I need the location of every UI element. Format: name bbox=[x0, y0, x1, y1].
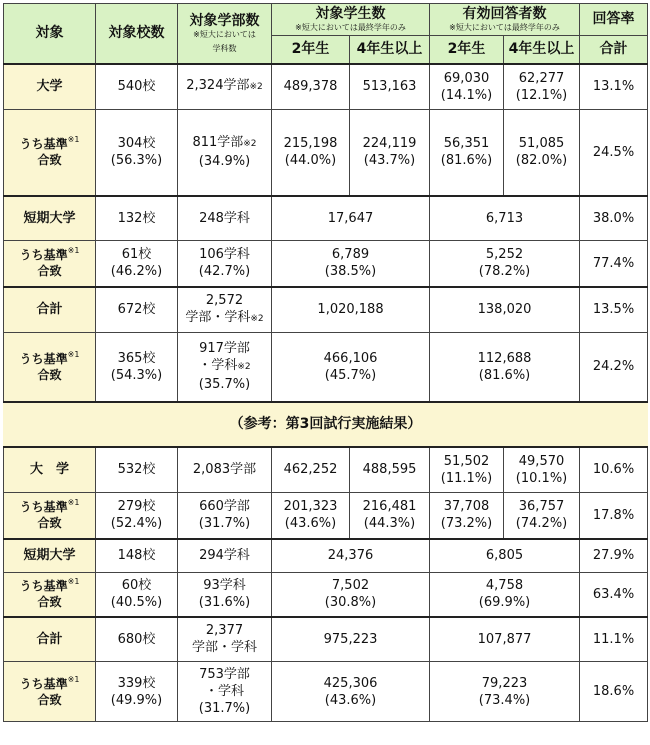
row-label: うち基準$^{※1}$ 合致 bbox=[4, 662, 96, 722]
row-label: うち基準$^{※1}$ 合致 bbox=[4, 110, 96, 196]
row-label: 大 学 bbox=[4, 447, 96, 493]
cell-responses-2: 51,502 (11.1%) bbox=[430, 447, 504, 493]
header-schools: 対象校数 bbox=[96, 4, 178, 64]
table-row bbox=[4, 241, 648, 287]
header-faculties: 対象学部数 ※短大においては 学科数 bbox=[178, 4, 272, 64]
cell-rate: 13.5% bbox=[580, 287, 648, 333]
cell-responses: 5,252 (78.2%) bbox=[430, 241, 580, 287]
cell-rate: 63.4% bbox=[580, 573, 648, 617]
cell-faculties: 2,572 学部・学科※2 bbox=[178, 287, 272, 333]
cell-rate: 24.5% bbox=[580, 110, 648, 196]
cell-rate: 38.0% bbox=[580, 196, 648, 241]
cell-students: 425,306 (43.6%) bbox=[272, 662, 430, 722]
cell-students: 6,789 (38.5%) bbox=[272, 241, 430, 287]
cell-responses: 138,020 bbox=[430, 287, 580, 333]
cell-schools: 61校 (46.2%) bbox=[96, 241, 178, 287]
row-label: うち基準$^{※1}$ 合致 bbox=[4, 241, 96, 287]
cell-schools: 132校 bbox=[96, 196, 178, 241]
cell-schools: 148校 bbox=[96, 539, 178, 573]
cell-faculties: 811学部※2 (34.9%) bbox=[178, 110, 272, 196]
cell-schools: 540校 bbox=[96, 64, 178, 110]
cell-schools: 365校 (54.3%) bbox=[96, 333, 178, 402]
cell-faculties: 248学科 bbox=[178, 196, 272, 241]
cell-faculties: 753学部 ・学科 (31.7%) bbox=[178, 662, 272, 722]
row-label: 大学 bbox=[4, 64, 96, 110]
row-label: 短期大学 bbox=[4, 196, 96, 241]
cell-rate: 27.9% bbox=[580, 539, 648, 573]
cell-students: 975,223 bbox=[272, 617, 430, 662]
cell-responses-4: 62,277 (12.1%) bbox=[504, 64, 580, 110]
cell-schools: 532校 bbox=[96, 447, 178, 493]
survey-results-table bbox=[3, 3, 648, 722]
cell-faculties: 660学部 (31.7%) bbox=[178, 493, 272, 539]
header-year4b: 4年生以上 bbox=[504, 36, 580, 64]
cell-responses: 6,805 bbox=[430, 539, 580, 573]
cell-faculties: 2,324学部※2 bbox=[178, 64, 272, 110]
cell-schools: 304校 (56.3%) bbox=[96, 110, 178, 196]
cell-students: 24,376 bbox=[272, 539, 430, 573]
cell-faculties: 106学科 (42.7%) bbox=[178, 241, 272, 287]
header-year2: 2年生 bbox=[272, 36, 350, 64]
cell-responses: 107,877 bbox=[430, 617, 580, 662]
cell-students-2: 489,378 bbox=[272, 64, 350, 110]
header-target: 対象 bbox=[4, 4, 96, 64]
row-label: 合計 bbox=[4, 287, 96, 333]
cell-responses-2: 37,708 (73.2%) bbox=[430, 493, 504, 539]
cell-students-2: 201,323 (43.6%) bbox=[272, 493, 350, 539]
header-year4: 4年生以上 bbox=[350, 36, 430, 64]
cell-rate: 18.6% bbox=[580, 662, 648, 722]
cell-responses-4: 36,757 (74.2%) bbox=[504, 493, 580, 539]
cell-rate: 24.2% bbox=[580, 333, 648, 402]
cell-faculties: 917学部 ・学科※2 (35.7%) bbox=[178, 333, 272, 402]
cell-students-4: 488,595 bbox=[350, 447, 430, 493]
cell-faculties: 2,083学部 bbox=[178, 447, 272, 493]
cell-faculties: 2,377 学部・学科 bbox=[178, 617, 272, 662]
table-row bbox=[4, 447, 648, 493]
header-responses: 有効回答者数 ※短大においては最終学年のみ bbox=[430, 4, 580, 36]
cell-responses: 6,713 bbox=[430, 196, 580, 241]
cell-responses: 112,688 (81.6%) bbox=[430, 333, 580, 402]
cell-schools: 672校 bbox=[96, 287, 178, 333]
table-row bbox=[4, 617, 648, 662]
cell-students: 7,502 (30.8%) bbox=[272, 573, 430, 617]
cell-responses: 79,223 (73.4%) bbox=[430, 662, 580, 722]
cell-students-2: 462,252 bbox=[272, 447, 350, 493]
cell-schools: 60校 (40.5%) bbox=[96, 573, 178, 617]
cell-faculties: 294学科 bbox=[178, 539, 272, 573]
header-year2b: 2年生 bbox=[430, 36, 504, 64]
table-row bbox=[4, 110, 648, 196]
header-students: 対象学生数 ※短大においては最終学年のみ bbox=[272, 4, 430, 36]
table-row bbox=[4, 64, 648, 110]
cell-faculties: 93学科 (31.6%) bbox=[178, 573, 272, 617]
table-row bbox=[4, 493, 648, 539]
cell-responses-2: 56,351 (81.6%) bbox=[430, 110, 504, 196]
cell-schools: 339校 (49.9%) bbox=[96, 662, 178, 722]
header-total: 合計 bbox=[580, 36, 648, 64]
cell-rate: 17.8% bbox=[580, 493, 648, 539]
cell-students: 1,020,188 bbox=[272, 287, 430, 333]
cell-students-4: 216,481 (44.3%) bbox=[350, 493, 430, 539]
table-row bbox=[4, 539, 648, 573]
table-row bbox=[4, 196, 648, 241]
row-label: うち基準$^{※1}$ 合致 bbox=[4, 493, 96, 539]
cell-schools: 680校 bbox=[96, 617, 178, 662]
cell-rate: 10.6% bbox=[580, 447, 648, 493]
cell-responses: 4,758 (69.9%) bbox=[430, 573, 580, 617]
cell-students-2: 215,198 (44.0%) bbox=[272, 110, 350, 196]
cell-responses-2: 69,030 (14.1%) bbox=[430, 64, 504, 110]
table-row bbox=[4, 287, 648, 333]
cell-responses-4: 49,570 (10.1%) bbox=[504, 447, 580, 493]
cell-rate: 13.1% bbox=[580, 64, 648, 110]
table-row bbox=[4, 333, 648, 402]
row-label: うち基準$^{※1}$ 合致 bbox=[4, 573, 96, 617]
reference-title: （参考：第3回試行実施結果） bbox=[4, 402, 648, 447]
cell-responses-4: 51,085 (82.0%) bbox=[504, 110, 580, 196]
row-label: 合計 bbox=[4, 617, 96, 662]
cell-students-4: 513,163 bbox=[350, 64, 430, 110]
table-row bbox=[4, 662, 648, 722]
cell-students-4: 224,119 (43.7%) bbox=[350, 110, 430, 196]
cell-students: 17,647 bbox=[272, 196, 430, 241]
cell-schools: 279校 (52.4%) bbox=[96, 493, 178, 539]
row-label: 短期大学 bbox=[4, 539, 96, 573]
table-row bbox=[4, 573, 648, 617]
cell-students: 466,106 (45.7%) bbox=[272, 333, 430, 402]
header-rate: 回答率 bbox=[580, 4, 648, 36]
row-label: うち基準$^{※1}$ 合致 bbox=[4, 333, 96, 402]
cell-rate: 77.4% bbox=[580, 241, 648, 287]
cell-rate: 11.1% bbox=[580, 617, 648, 662]
